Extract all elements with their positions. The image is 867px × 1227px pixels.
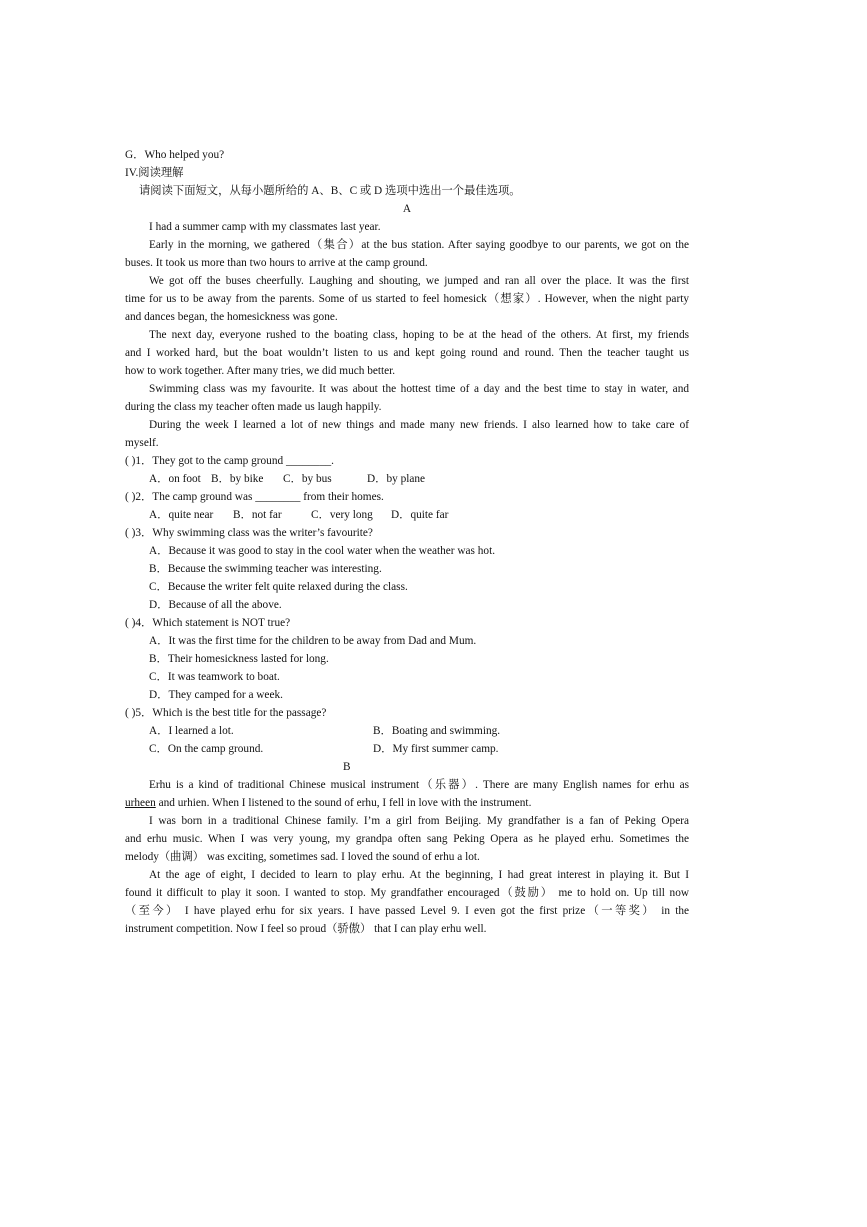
q2-option-a: A．quite near [149,509,214,521]
passage-b-p2-line3: melody（曲调） was exciting, sometimes sad. I loved the sound of erhu a lot. [125,851,480,863]
q4-option-d: D．They camped for a week. [149,689,283,701]
q1-option-c: C．by bus [283,473,332,485]
question-2-options [125,506,689,524]
passage-b-p2-line2: and erhu music. When I was very young, my grandpa often sang Peking Opera as he played erhu. Sometimes the [125,833,689,845]
q4-option-a: A．It was the first time for the children to be away from Dad and Mum. [149,635,477,647]
q5-option-d: D．My first summer camp. [373,743,499,755]
passage-a-p5-line1: Swimming class was my favourite. It was about the hottest time of a day and the best time to stay in water, and [149,383,689,395]
q1-option-a: A．on foot [149,473,201,485]
passage-b-p3-line3: （至今） I have played erhu for six years. I have passed Level 9. I even got the first prize（一等奖） in the [125,905,689,917]
q3-option-c: C．Because the writer felt quite relaxed during the class. [149,581,408,593]
q3-option-b: B．Because the swimming teacher was interesting. [149,563,382,575]
passage-a-p4-line3: how to work together. After many tries, we did much better. [125,365,396,377]
passage-b-p3-line1: At the age of eight, I decided to learn to play erhu. At the beginning, I had great interest in playing it. But I [149,869,689,881]
question-2-stem: ( )2．The camp ground was ________ from their homes. [125,491,384,503]
passage-b-p1-line1: Erhu is a kind of traditional Chinese musical instrument（乐器）. There are many English names for erhu as [149,779,689,791]
passage-b-letter: B [343,761,351,773]
document-content [125,146,689,938]
question-5-options-row1 [125,722,689,740]
q5-option-b: B．Boating and swimming. [373,725,501,737]
question-1-stem: ( )1．They got to the camp ground ________. [125,455,334,467]
question-1-options [125,470,689,488]
passage-a-p6-line2: myself. [125,437,159,449]
question-5-options-row2 [125,740,689,758]
option-g: G．Who helped you? [125,149,225,161]
q1-option-d: D．by plane [367,473,426,485]
section-title: IV.阅读理解 [125,167,184,179]
passage-a-p5-line2: during the class my teacher often made us laugh happily. [125,401,382,413]
q5-option-a: A．I learned a lot. [149,725,234,737]
q4-option-b: B．Their homesickness lasted for long. [149,653,329,665]
passage-a-p4-line1: The next day, everyone rushed to the boating class, hoping to be at the head of the others. At first, my friends [149,329,689,341]
passage-a-p4-line2: and I worked hard, but the boat wouldn’t listen to us and kept going round and round. Then the teacher taught us [125,347,689,359]
q1-option-b: B．by bike [211,473,264,485]
q5-option-c: C．On the camp ground. [149,743,264,755]
passage-a-p1: I had a summer camp with my classmates last year. [149,221,381,233]
passage-a-p3-line1: We got off the buses cheerfully. Laughing and shouting, we jumped and ran all over the place. It was the first [149,275,689,287]
passage-a-p3-line3: and dances began, the homesickness was gone. [125,311,338,323]
q2-option-b: B．not far [233,509,282,521]
question-4-stem: ( )4．Which statement is NOT true? [125,617,291,629]
passage-b-p1-line2 [125,794,689,812]
passage-b-p1-line2-rest: and urhien. When I listened to the sound of erhu, I fell in love with the instrument. [155,797,532,809]
passage-a-p2-line2: buses. It took us more than two hours to arrive at the camp ground. [125,257,428,269]
q3-option-a: A．Because it was good to stay in the cool water when the weather was hot. [149,545,496,557]
passage-b-p3-line2: found it difficult to play it soon. I wanted to stop. My grandfather encouraged（鼓励） me to hold on. Up till now [125,887,689,899]
underlined-word: urheen [125,797,156,809]
passage-a-p2-line1: Early in the morning, we gathered（集合）at the bus station. After saying goodbye to our parents, we got on the [149,239,689,251]
passage-a-p3-line2: time for us to be away from the parents. Some of us started to feel homesick（想家）. However, when the night party [125,293,689,305]
q3-option-d: D．Because of all the above. [149,599,282,611]
q4-option-c: C．It was teamwork to boat. [149,671,280,683]
instructions: 请阅读下面短文，从每小题所给的 A、B、C 或 D 选项中选出一个最佳选项。 [139,185,521,197]
q2-option-d: D．quite far [391,509,449,521]
question-3-stem: ( )3．Why swimming class was the writer’s favourite? [125,527,373,539]
question-5-stem: ( )5．Which is the best title for the passage? [125,707,327,719]
passage-a-letter: A [402,203,412,215]
passage-b-p2-line1: I was born in a traditional Chinese family. I’m a girl from Beijing. My grandfather is a fan of Peking Opera [149,815,689,827]
passage-b-p3-line4: instrument competition. Now I feel so proud（骄傲） that I can play erhu well. [125,923,487,935]
q2-option-c: C．very long [311,509,373,521]
passage-a-p6-line1: During the week I learned a lot of new things and made many new friends. I also learned how to take care of [149,419,689,431]
